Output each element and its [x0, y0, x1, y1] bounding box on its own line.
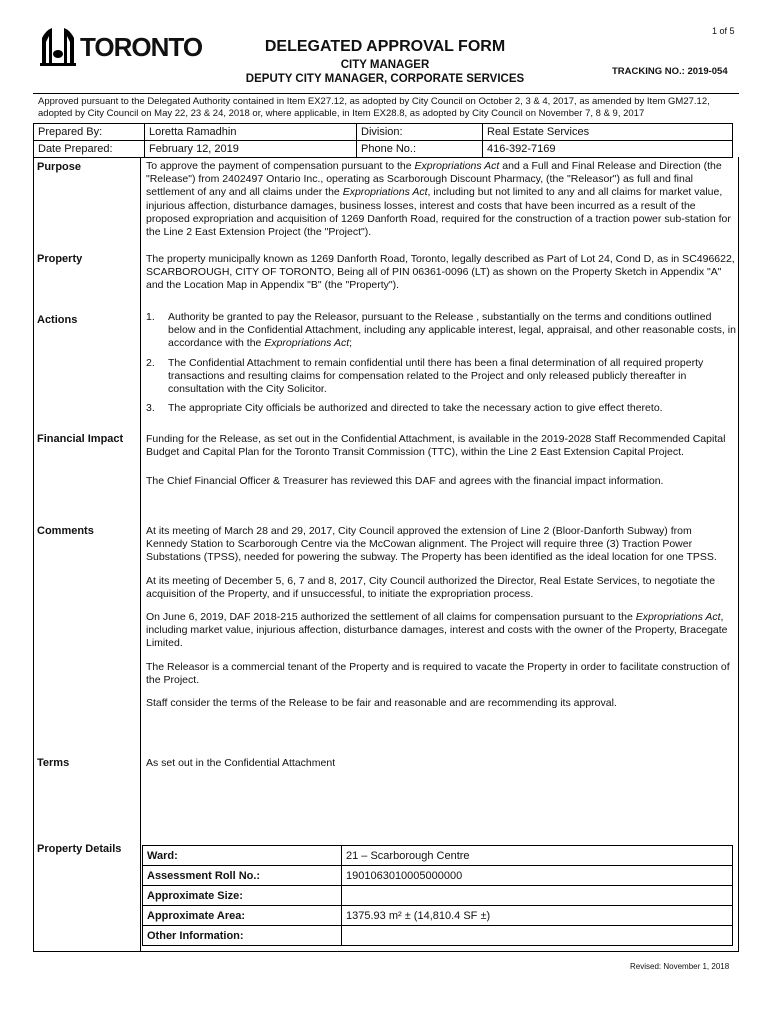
left-border	[33, 157, 34, 952]
action-item-3: 3. The appropriate City officials be authorized and directed to take the necessary action to give effect thereto.	[146, 402, 663, 415]
property-label: Property	[37, 253, 83, 265]
right-border	[738, 157, 739, 952]
header-divider	[33, 93, 739, 94]
page-number: 1 of 5	[712, 26, 735, 36]
action-item-2: 2. The Confidential Attachment to remain confidential until there has been a final determination of all required property transactions and resulting claims for compensation related to the Project and only released publicly thereafter in consultation with the City Solicitor.	[146, 356, 704, 396]
actions-label: Actions	[37, 314, 78, 326]
property-details-table	[142, 845, 733, 946]
city-hall-icon	[40, 24, 76, 66]
prepared-by-value: Loretta Ramadhin	[145, 124, 357, 141]
date-prepared-value: February 12, 2019	[145, 141, 357, 158]
table-row: Other Information:	[143, 926, 733, 946]
financial-impact-text: Funding for the Release, as set out in the Confidential Attachment, is available in the 2019-2028 Staff Recommended Capital Budget and Capital Plan for the Toronto Transit Commission (TTC), within the Line 2 East Extension Capital Project. The Chief Financial Officer & Treasurer has reviewed this DAF and agrees with the financial impact information.	[146, 433, 726, 488]
action-item-1: 1. Authority be granted to pay the Releasor, pursuant to the Release , substantially on the terms and conditions outlined below and in the Confidential Attachment, including any applicable interest, legal, appraisal, and other reasonable costs, in accordance with the Expropriations Act;	[146, 311, 736, 350]
table-row: Ward: 21 – Scarborough Centre	[143, 846, 733, 866]
logo-wordmark: TORONTO	[80, 32, 203, 62]
bottom-border	[33, 951, 739, 952]
division-label: Division:	[357, 124, 483, 141]
phone-value: 416-392-7169	[483, 141, 733, 158]
financial-impact-label: Financial Impact	[37, 433, 124, 445]
form-title: DELEGATED APPROVAL FORM	[264, 38, 506, 55]
authority-statement: Approved pursuant to the Delegated Authority contained in Item EX27.12, as adopted by City Council on October 2, 3 & 4, 2017, as amended by Item GM27.12, adopted by City Council on May 22, 23 & 24, 2018 or, where applicable, in Item EX28.8, as adopted by City Council on November 7, 8 & 9, 2017	[38, 96, 710, 119]
terms-text: As set out in the Confidential Attachment	[146, 757, 336, 769]
purpose-label: Purpose	[37, 161, 82, 173]
toronto-logo	[40, 22, 203, 68]
phone-label: Phone No.:	[357, 141, 483, 158]
prepared-by-label: Prepared By:	[34, 124, 145, 141]
comments-text: At its meeting of March 28 and 29, 2017, City Council approved the extension of Line 2 (Bloor-Danforth Subway) from Kennedy Station to Scarborough Centre via the McCowan alignment. The Project will require three (3) Traction Power Substations (TPSS), needed for powering the subway. The Property has been identified as the ideal location for one TPSS. At its meeting of December 5, 6, 7 and 8, 2017, City Council authorized the Director, Real Estate Services, to negotiate the acquisition of the Property, and if unsuccessful, to initiate the expropriation process. On June 6, 2019, DAF 2018-215 authorized the settlement of all claims for compensation pursuant to the Expropriations Act, including market value, injurious affection, disturbance damages, interest and costs with the owner of the Property, Bracegate Limited. The Releasor is a commercial tenant of the Property and is required to vacate the Property in order to facilitate construction of the Project. Staff consider the terms of the Release to be fair and reasonable and are recommending its approval.	[146, 525, 730, 710]
division-value: Real Estate Services	[483, 124, 733, 141]
property-text: The property municipally known as 1269 Danforth Road, Toronto, legally described as Part of Lot 24, Cond D, as in SC496622, SCARBOROUGH, CITY OF TORONTO, Being all of PIN 06361-0096 (LT) as shown on the Property Sketch in Appendix "A" and the Location Map in Appendix "B" (the "Property").	[146, 253, 735, 292]
table-row: Approximate Area: 1375.93 m² ± (14,810.4 SF ±)	[143, 906, 733, 926]
purpose-text: To approve the payment of compensation pursuant to the Expropriations Act and a Full and Final Release and Direction (the "Release") from 2402497 Ontario Inc., operating as Scarborough Discount Pharmacy, (the "Releasor") as full and final settlement of any and all claims under the Expropriations Act, including but not limited to any and all claims for market value, injurious affection, disturbance damages, business losses, interest and costs that have been incurred as a result of the proposed expropriation and acquisition of 1269 Danforth Road, required for the construction of a traction power sub-station for the Line 2 East Extension Project (the "Project").	[146, 160, 731, 239]
form-subtitle-city-manager: CITY MANAGER	[340, 59, 430, 71]
column-divider	[140, 157, 141, 952]
form-subtitle-deputy: DEPUTY CITY MANAGER, CORPORATE SERVICES	[245, 73, 525, 85]
actions-list	[146, 311, 736, 421]
table-row: Assessment Roll No.: 1901063010005000000	[143, 866, 733, 886]
comments-label: Comments	[37, 525, 94, 537]
property-details-label: Property Details	[37, 843, 122, 855]
terms-label: Terms	[37, 757, 70, 769]
revised-date: Revised: November 1, 2018	[630, 962, 730, 971]
table-row: Approximate Size:	[143, 886, 733, 906]
date-prepared-label: Date Prepared:	[34, 141, 145, 158]
prepared-by-table	[33, 123, 733, 158]
tracking-number: TRACKING NO.: 2019-054	[612, 66, 728, 77]
